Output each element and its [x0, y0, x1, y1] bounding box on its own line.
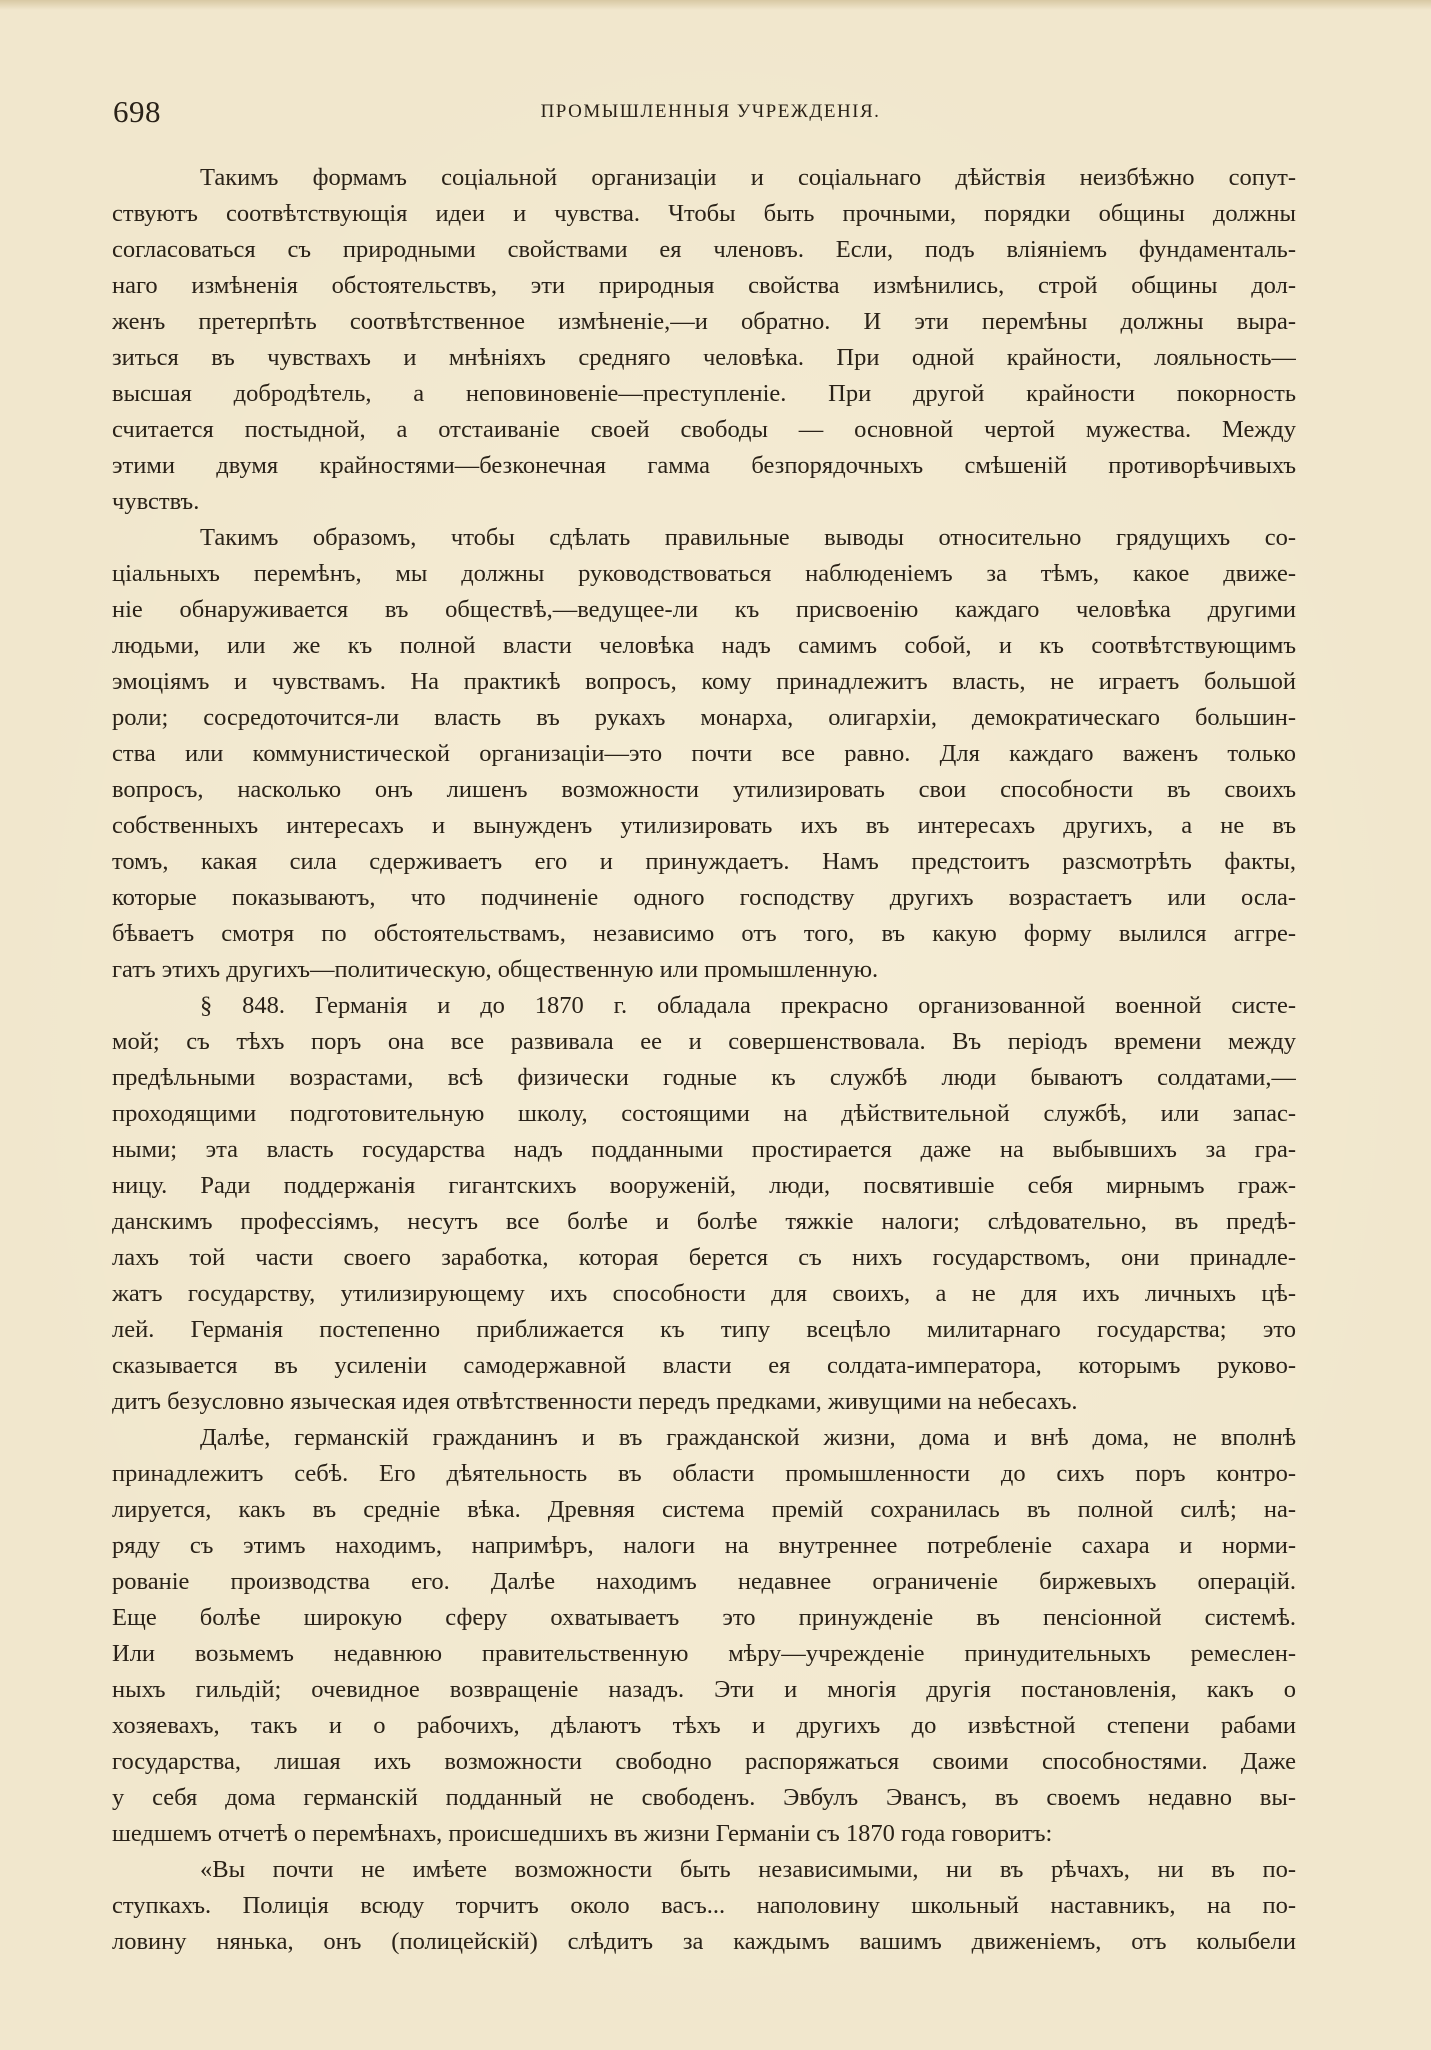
text-line: предѣльными возрастами, всѣ физически годные къ службѣ люди бываютъ солдатами,— [112, 1064, 1296, 1091]
text-line: мой; съ тѣхъ поръ она все развивала ее и совершенствовала. Въ періодъ времени между [112, 1028, 1296, 1055]
text-line: Такимъ формамъ соціальной организаціи и соціальнаго дѣйствія неизбѣжно сопут- [200, 164, 1296, 191]
text-line: людьми, или же къ полной власти человѣка надъ самимъ собой, и къ соотвѣтствующимъ [112, 632, 1296, 659]
text-line: лахъ той части своего заработка, которая берется съ нихъ государствомъ, они принадле- [112, 1244, 1296, 1271]
body-text [112, 160, 1296, 1960]
text-line: гатъ этихъ другихъ—политическую, общественную или промышленную. [112, 956, 879, 983]
text-line: рованіе производства его. Далѣе находимъ недавнее ограниченіе биржевыхъ операцій. [112, 1568, 1296, 1595]
text-line: лируется, какъ въ средніе вѣка. Древняя система премій сохранилась въ полной силѣ; на- [112, 1496, 1296, 1523]
text-line: ницу. Ради поддержанія гигантскихъ вооруженій, люди, посвятившіе себя мирнымъ граж- [112, 1172, 1296, 1199]
text-line: ціальныхъ перемѣнъ, мы должны руководствоваться наблюденіемъ за тѣмъ, какое движе- [112, 560, 1296, 587]
page-number: 698 [113, 94, 161, 129]
text-line: бѣваетъ смотря по обстоятельствамъ, независимо отъ того, въ какую форму вылился аггре- [112, 920, 1296, 947]
text-line: ряду съ этимъ находимъ, напримѣръ, налоги на внутреннее потребленіе сахара и норми- [112, 1532, 1296, 1559]
text-line: томъ, какая сила сдерживаетъ его и принуждаетъ. Намъ предстоитъ разсмотрѣть факты, [112, 848, 1296, 875]
text-line: Или возьмемъ недавнюю правительственную мѣру—учрежденіе принудительныхъ ремеслен- [112, 1640, 1296, 1667]
text-line: проходящими подготовительную школу, состоящими на дѣйствительной службѣ, или запас- [112, 1100, 1296, 1127]
text-line: женъ претерпѣть соотвѣтственное измѣненіе,—и обратно. И эти перемѣны должны выра- [112, 308, 1296, 335]
text-line: считается постыдной, а отстаиваніе своей свободы — основной чертой мужества. Между [112, 416, 1296, 443]
text-line: ловину нянька, онъ (полицейскій) слѣдитъ за каждымъ вашимъ движеніемъ, отъ колыбели [112, 1928, 1296, 1955]
text-line: государства, лишая ихъ возможности свободно распоряжаться своими способностями. Даже [112, 1748, 1296, 1775]
text-line: зиться въ чувствахъ и мнѣніяхъ средняго человѣка. При одной крайности, лояльность— [112, 344, 1296, 371]
text-line: данскимъ профессіямъ, несутъ все болѣе и болѣе тяжкіе налоги; слѣдовательно, въ предѣ- [112, 1208, 1296, 1235]
text-line: ныхъ гильдій; очевидное возвращеніе назадъ. Эти и многія другія постановленія, какъ о [112, 1676, 1296, 1703]
text-line: наго измѣненія обстоятельствъ, эти природныя свойства измѣнились, строй общины дол- [112, 272, 1296, 299]
text-line: ными; эта власть государства надъ подданными простирается даже на выбывшихъ за гра- [112, 1136, 1296, 1163]
text-line: ствуютъ соотвѣтствующія идеи и чувства. Чтобы быть прочными, порядки общины должны [112, 200, 1296, 227]
text-line: принадлежитъ себѣ. Его дѣятельность въ области промышленности до сихъ поръ контро- [112, 1460, 1296, 1487]
text-line: «Вы почти не имѣете возможности быть независимыми, ни въ рѣчахъ, ни въ по- [200, 1856, 1296, 1883]
text-line: лей. Германія постепенно приближается къ типу всецѣло милитарнаго государства; это [112, 1316, 1296, 1343]
text-line: Такимъ образомъ, чтобы сдѣлать правильные выводы относительно грядущихъ со- [200, 524, 1296, 551]
page-top-edge [0, 0, 1431, 10]
text-line: хозяевахъ, такъ и о рабочихъ, дѣлаютъ тѣхъ и другихъ до извѣстной степени рабами [112, 1712, 1296, 1739]
text-line: сказывается въ усиленіи самодержавной власти ея солдата-императора, которымъ руково- [112, 1352, 1296, 1379]
text-line: собственныхъ интересахъ и вынужденъ утилизировать ихъ въ интересахъ другихъ, а не въ [112, 812, 1296, 839]
text-line: ступкахъ. Полиція всюду торчитъ около васъ... наполовину школьный наставникъ, на по- [112, 1892, 1296, 1919]
text-line: которые показываютъ, что подчиненіе одного господству другихъ возрастаетъ или осла- [112, 884, 1296, 911]
text-line: высшая добродѣтель, а неповиновеніе—преступленіе. При другой крайности покорность [112, 380, 1296, 407]
text-line: эмоціямъ и чувствамъ. На практикѣ вопросъ, кому принадлежитъ власть, не играетъ большой [112, 668, 1296, 695]
text-line: Еще болѣе широкую сферу охватываетъ это принужденіе въ пенсіонной системѣ. [112, 1604, 1296, 1631]
text-line: Далѣе, германскій гражданинъ и въ гражданской жизни, дома и внѣ дома, не вполнѣ [200, 1424, 1296, 1451]
text-line: согласоваться съ природными свойствами ея членовъ. Если, подъ вліяніемъ фундаменталь- [112, 236, 1296, 263]
text-line: § 848. Германія и до 1870 г. обладала прекрасно организованной военной систе- [200, 992, 1296, 1019]
text-line: ніе обнаруживается въ обществѣ,—ведущее-ли къ присвоенію каждаго человѣка другими [112, 596, 1296, 623]
text-line: шедшемъ отчетѣ о перемѣнахъ, происшедшихъ въ жизни Германіи съ 1870 года говоритъ: [112, 1820, 1053, 1847]
text-line: у себя дома германскій подданный не свободенъ. Эвбулъ Эвансъ, въ своемъ недавно вы- [112, 1784, 1296, 1811]
running-head: ПРОМЫШЛЕННЫЯ УЧРЕЖДЕНІЯ. [540, 101, 881, 122]
text-line: вопросъ, насколько онъ лишенъ возможности утилизировать свои способности въ своихъ [112, 776, 1296, 803]
text-line: этими двумя крайностями—безконечная гамма безпорядочныхъ смѣшеній противорѣчивыхъ [112, 452, 1296, 479]
text-line: ства или коммунистической организаціи—это почти все равно. Для каждаго важенъ только [112, 740, 1296, 767]
text-line: жатъ государству, утилизирующему ихъ способности для своихъ, а не для ихъ личныхъ цѣ- [112, 1280, 1296, 1307]
text-line: чувствъ. [112, 488, 200, 515]
text-line: дитъ безусловно языческая идея отвѣтственности передъ предками, живущими на небесахъ. [112, 1388, 1078, 1415]
text-line: роли; сосредоточится-ли власть въ рукахъ монарха, олигархіи, демократическаго большин- [112, 704, 1296, 731]
page-header [113, 92, 1308, 132]
